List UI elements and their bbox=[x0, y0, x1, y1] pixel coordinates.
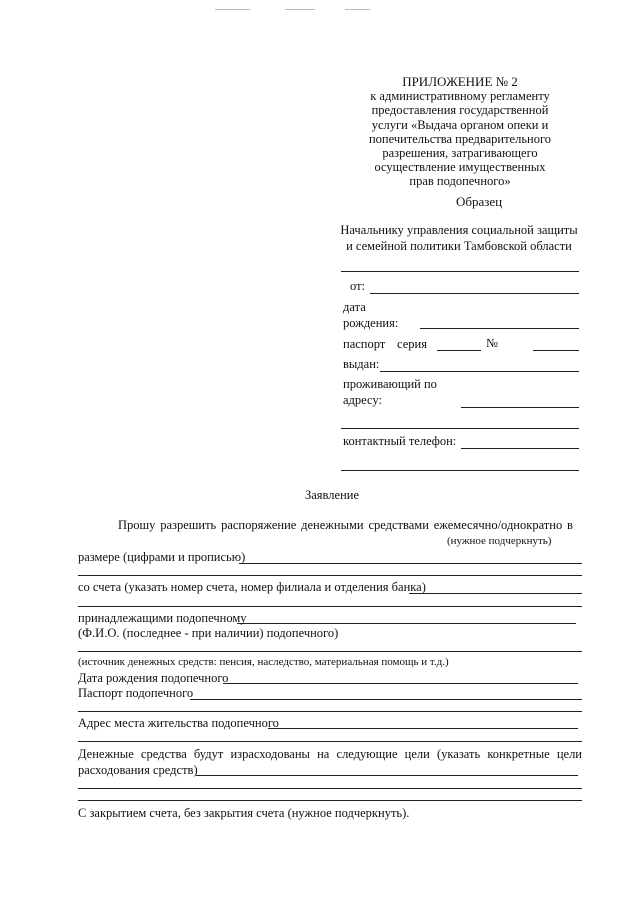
birth-label: дата bbox=[343, 300, 366, 314]
purpose-word: цели bbox=[404, 747, 430, 761]
address-field-2[interactable] bbox=[341, 428, 579, 429]
ward-passport-label: Паспорт подопечного bbox=[78, 686, 194, 700]
purpose-word: цели bbox=[556, 747, 582, 761]
purpose-word: будут bbox=[193, 747, 224, 761]
source-hint: (источник денежных средств: пенсия, наследство, материальная помощь и т.д.) bbox=[78, 656, 449, 668]
purpose-word: израсходованы bbox=[230, 747, 310, 761]
ward-birth-field[interactable] bbox=[223, 683, 578, 684]
issued-label: выдан: bbox=[343, 357, 380, 371]
purpose-word: (указать bbox=[436, 747, 481, 761]
intro-word: средствами bbox=[368, 518, 429, 532]
intro-word: ежемесячно/однократно bbox=[433, 518, 563, 532]
intro-word: Прошу bbox=[118, 518, 156, 532]
purpose-field-2[interactable] bbox=[78, 788, 582, 789]
birth-date-field[interactable] bbox=[420, 328, 579, 329]
closing-note: С закрытием счета, без закрытия счета (нужное подчеркнуть). bbox=[78, 806, 410, 820]
scan-artifact bbox=[345, 9, 370, 10]
purpose-word: конкретные bbox=[487, 747, 550, 761]
sample-label: Образец bbox=[456, 194, 503, 209]
from-field[interactable] bbox=[370, 293, 579, 294]
series-label: серия bbox=[397, 337, 427, 351]
statement-title: Заявление bbox=[305, 488, 360, 502]
phone-field-2[interactable] bbox=[341, 470, 579, 471]
birth-label: рождения: bbox=[343, 316, 399, 330]
ward-address-field-2[interactable] bbox=[78, 741, 582, 742]
purpose-field[interactable] bbox=[196, 775, 578, 776]
passport-series-field[interactable] bbox=[437, 350, 481, 351]
amount-field[interactable] bbox=[239, 563, 582, 564]
intro-word: денежными bbox=[301, 518, 364, 532]
residing-label: проживающий по bbox=[343, 377, 437, 391]
number-label: № bbox=[486, 336, 498, 350]
ward-passport-field[interactable] bbox=[190, 699, 582, 700]
account-label: со счета (указать номер счета, номер филиала и отделения банка) bbox=[78, 580, 426, 594]
phone-label: контактный телефон: bbox=[343, 434, 457, 448]
addressee-name-field[interactable] bbox=[341, 271, 579, 272]
intro-word: распоряжение bbox=[221, 518, 297, 532]
account-field-2[interactable] bbox=[78, 606, 582, 607]
ward-address-label: Адрес места жительства подопечного bbox=[78, 716, 279, 730]
residing-label: адресу: bbox=[343, 393, 382, 407]
appendix-line: разрешения, затрагивающего bbox=[382, 146, 538, 161]
addressee-block bbox=[330, 222, 588, 254]
account-field[interactable] bbox=[409, 593, 582, 594]
appendix-line: предоставления государственной bbox=[371, 103, 549, 118]
scan-artifact bbox=[215, 9, 250, 10]
purpose-line bbox=[78, 747, 582, 762]
fio-field[interactable] bbox=[78, 651, 582, 652]
amount-label: размере (цифрами и прописью) bbox=[78, 550, 246, 564]
intro-word: разрешить bbox=[160, 518, 217, 532]
purpose-word: на bbox=[317, 747, 330, 761]
intro-line bbox=[118, 518, 573, 533]
belonging-field[interactable] bbox=[237, 623, 576, 624]
purpose-word: следующие bbox=[336, 747, 398, 761]
passport-number-field[interactable] bbox=[533, 350, 579, 351]
purpose-word: средства bbox=[140, 747, 187, 761]
addressee-line: Начальнику управления социальной защиты bbox=[340, 223, 578, 237]
addressee-line: и семейной политики Тамбовской области bbox=[346, 239, 572, 253]
appendix-line: осуществление имущественных bbox=[374, 160, 546, 175]
purpose-label-2: расходования средств) bbox=[78, 763, 198, 777]
belonging-label: принадлежащими подопечному bbox=[78, 611, 247, 625]
appendix-line: прав подопечного» bbox=[409, 174, 511, 189]
issued-field[interactable] bbox=[380, 371, 579, 372]
from-label: от: bbox=[350, 279, 366, 293]
ward-birth-label: Дата рождения подопечного bbox=[78, 671, 229, 685]
ward-passport-field-2[interactable] bbox=[78, 711, 582, 712]
scan-artifact bbox=[285, 9, 315, 10]
appendix-heading: ПРИЛОЖЕНИЕ № 2 bbox=[402, 74, 518, 89]
purpose-field-3[interactable] bbox=[78, 800, 582, 801]
appendix-line: попечительства предварительного bbox=[368, 131, 552, 146]
appendix-line: к административному регламенту bbox=[370, 89, 550, 104]
intro-word: в bbox=[567, 518, 573, 532]
phone-field[interactable] bbox=[461, 448, 579, 449]
amount-field-2[interactable] bbox=[78, 575, 582, 576]
appendix-line: услуги «Выдача органом опеки и bbox=[371, 117, 549, 132]
passport-label: паспорт bbox=[343, 337, 386, 351]
fio-hint: (Ф.И.О. (последнее - при наличии) подопечного) bbox=[78, 626, 339, 640]
appendix-block bbox=[330, 75, 590, 189]
underline-hint: (нужное подчеркнуть) bbox=[447, 535, 552, 547]
address-field[interactable] bbox=[461, 407, 579, 408]
ward-address-field[interactable] bbox=[268, 728, 578, 729]
purpose-word: Денежные bbox=[78, 747, 134, 761]
